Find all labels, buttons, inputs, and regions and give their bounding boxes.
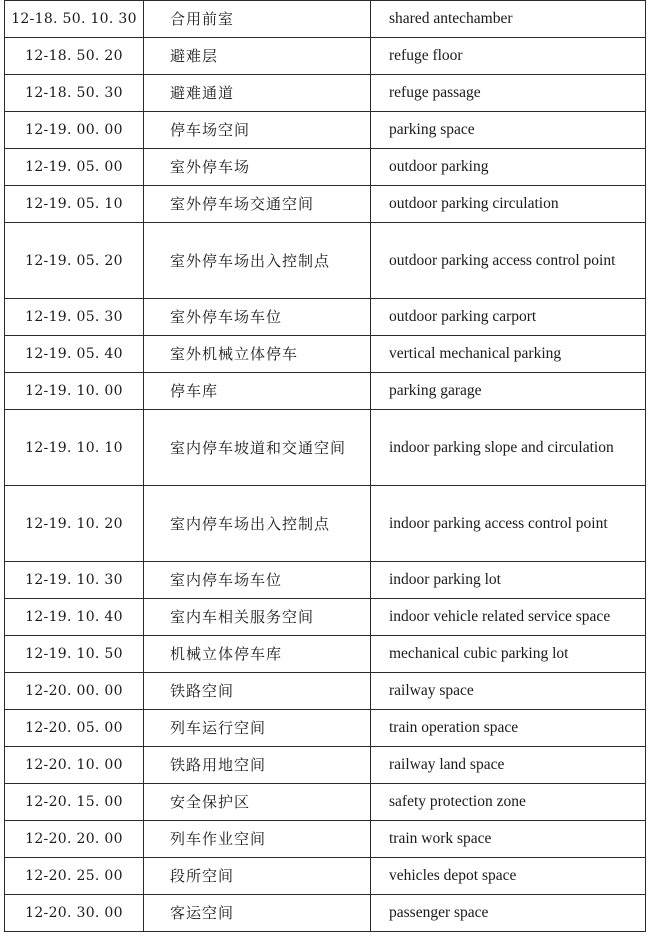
english-term-cell: indoor parking lot xyxy=(371,562,646,599)
table-row xyxy=(5,858,646,895)
code-cell: 12-19. 05. 30 xyxy=(5,299,144,336)
table-row xyxy=(5,747,646,784)
table-row xyxy=(5,336,646,373)
table-row xyxy=(5,299,646,336)
chinese-term-cell: 避难层 xyxy=(144,38,371,75)
chinese-term-cell: 避难通道 xyxy=(144,75,371,112)
english-term-cell: indoor vehicle related service space xyxy=(371,599,646,636)
code-cell: 12-19. 00. 00 xyxy=(5,112,144,149)
code-cell: 12-19. 05. 40 xyxy=(5,336,144,373)
chinese-term-cell: 室外停车场交通空间 xyxy=(144,186,371,223)
code-cell: 12-19. 10. 20 xyxy=(5,486,144,562)
english-term-cell: parking garage xyxy=(371,373,646,410)
code-cell: 12-20. 25. 00 xyxy=(5,858,144,895)
chinese-term-cell: 合用前室 xyxy=(144,1,371,38)
english-term-cell: outdoor parking access control point xyxy=(371,223,646,299)
code-cell: 12-19. 05. 00 xyxy=(5,149,144,186)
chinese-term-cell: 室外停车场 xyxy=(144,149,371,186)
table-row xyxy=(5,673,646,710)
english-term-cell: indoor parking access control point xyxy=(371,486,646,562)
table-row xyxy=(5,821,646,858)
chinese-term-cell: 段所空间 xyxy=(144,858,371,895)
chinese-term-cell: 室外停车场出入控制点 xyxy=(144,223,371,299)
code-cell: 12-20. 10. 00 xyxy=(5,747,144,784)
english-term-cell: refuge passage xyxy=(371,75,646,112)
english-term-cell: safety protection zone xyxy=(371,784,646,821)
table-row xyxy=(5,784,646,821)
chinese-term-cell: 客运空间 xyxy=(144,895,371,932)
chinese-term-cell: 室外机械立体停车 xyxy=(144,336,371,373)
chinese-term-cell: 列车运行空间 xyxy=(144,710,371,747)
table-row xyxy=(5,599,646,636)
code-cell: 12-18. 50. 20 xyxy=(5,38,144,75)
english-term-cell: train work space xyxy=(371,821,646,858)
chinese-term-cell: 铁路空间 xyxy=(144,673,371,710)
code-cell: 12-20. 20. 00 xyxy=(5,821,144,858)
code-cell: 12-20. 15. 00 xyxy=(5,784,144,821)
table-row xyxy=(5,38,646,75)
table-row xyxy=(5,1,646,38)
chinese-term-cell: 停车场空间 xyxy=(144,112,371,149)
table-row xyxy=(5,562,646,599)
code-cell: 12-19. 10. 50 xyxy=(5,636,144,673)
chinese-term-cell: 室内停车场车位 xyxy=(144,562,371,599)
code-cell: 12-19. 10. 10 xyxy=(5,410,144,486)
english-term-cell: mechanical cubic parking lot xyxy=(371,636,646,673)
table-row xyxy=(5,75,646,112)
table-row xyxy=(5,710,646,747)
chinese-term-cell: 室外停车场车位 xyxy=(144,299,371,336)
code-cell: 12-19. 10. 40 xyxy=(5,599,144,636)
chinese-term-cell: 铁路用地空间 xyxy=(144,747,371,784)
code-cell: 12-19. 05. 10 xyxy=(5,186,144,223)
code-cell: 12-19. 10. 30 xyxy=(5,562,144,599)
english-term-cell: train operation space xyxy=(371,710,646,747)
table-row xyxy=(5,636,646,673)
code-cell: 12-18. 50. 30 xyxy=(5,75,144,112)
table-row xyxy=(5,112,646,149)
chinese-term-cell: 室内车相关服务空间 xyxy=(144,599,371,636)
code-cell: 12-20. 30. 00 xyxy=(5,895,144,932)
table-row xyxy=(5,186,646,223)
english-term-cell: vehicles depot space xyxy=(371,858,646,895)
table-row xyxy=(5,410,646,486)
table-row xyxy=(5,223,646,299)
chinese-term-cell: 停车库 xyxy=(144,373,371,410)
table-row xyxy=(5,486,646,562)
english-term-cell: outdoor parking carport xyxy=(371,299,646,336)
code-cell: 12-18. 50. 10. 30 xyxy=(5,1,144,38)
code-cell: 12-20. 00. 00 xyxy=(5,673,144,710)
english-term-cell: railway space xyxy=(371,673,646,710)
code-cell: 12-20. 05. 00 xyxy=(5,710,144,747)
chinese-term-cell: 机械立体停车库 xyxy=(144,636,371,673)
table-row xyxy=(5,895,646,932)
chinese-term-cell: 室内停车坡道和交通空间 xyxy=(144,410,371,486)
classification-code-table xyxy=(4,0,646,932)
chinese-term-cell: 安全保护区 xyxy=(144,784,371,821)
english-term-cell: shared antechamber xyxy=(371,1,646,38)
table-row xyxy=(5,149,646,186)
english-term-cell: passenger space xyxy=(371,895,646,932)
english-term-cell: railway land space xyxy=(371,747,646,784)
chinese-term-cell: 室内停车场出入控制点 xyxy=(144,486,371,562)
english-term-cell: refuge floor xyxy=(371,38,646,75)
english-term-cell: indoor parking slope and circulation xyxy=(371,410,646,486)
table-row xyxy=(5,373,646,410)
code-cell: 12-19. 05. 20 xyxy=(5,223,144,299)
chinese-term-cell: 列车作业空间 xyxy=(144,821,371,858)
code-cell: 12-19. 10. 00 xyxy=(5,373,144,410)
english-term-cell: vertical mechanical parking xyxy=(371,336,646,373)
english-term-cell: parking space xyxy=(371,112,646,149)
english-term-cell: outdoor parking xyxy=(371,149,646,186)
english-term-cell: outdoor parking circulation xyxy=(371,186,646,223)
